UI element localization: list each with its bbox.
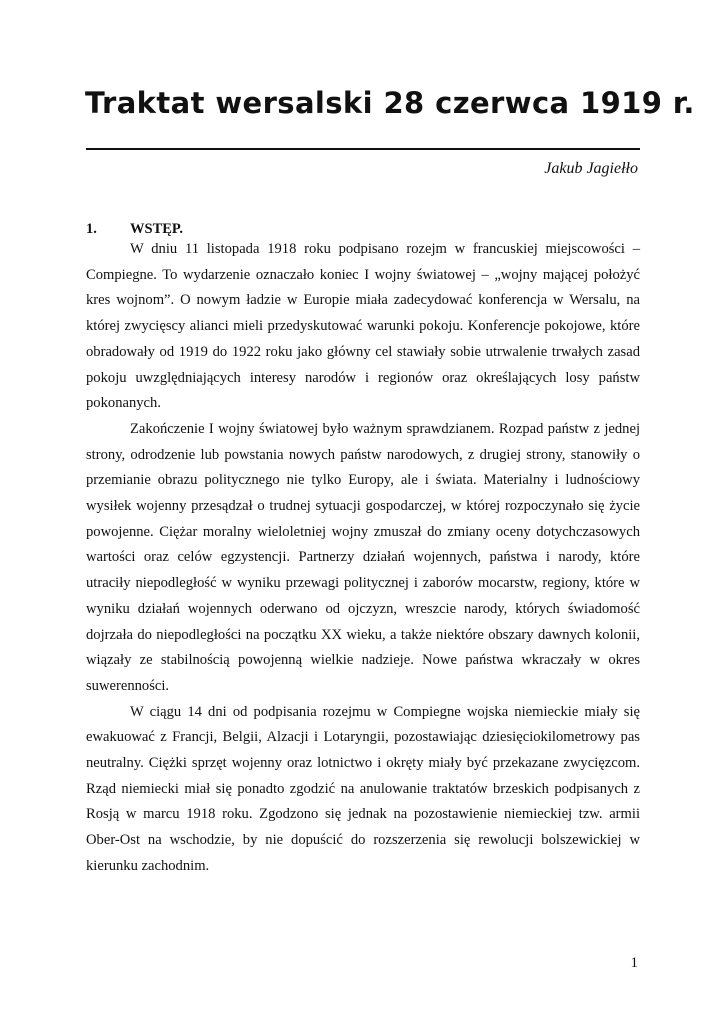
- section-title: WSTĘP.: [130, 221, 184, 237]
- paragraph: Zakończenie I wojny światowej było ważnym sprawdzianem. Rozpad państw z jednej strony, odrodzenie lub powstania nowych państw narodowych, z drugiej strony, stanowiły o przemianie obrazu politycznego nie tylko Europy, ale i świata. Materialny i ludnościowy wysiłek wojenny przesądzał o trudnej sytuacji gospodarczej, w której rozpoczynało się życie powojenne. Ciężar moralny wieloletniej wojny zmuszał do zmiany oceny dotychczasowych wartości oraz celów egzystencji. Partnerzy działań wojennych, państwa i narody, które utraciły niepodległość w wyniku przewagi politycznej i zaborów mocarstw, regiony, które w wyniku działań wojennych oderwano od ojczyzn, wreszcie narody, których świadomość dojrzała do niepodległości na początku XX wieku, a także niektóre obszary dawnych kolonii, wiązały ze stabilnością powojenną wielkie nadzieje. Nowe państwa wkraczały w okres suwerenności.: [86, 420, 640, 694]
- paragraph: W dniu 11 listopada 1918 roku podpisano rozejm w francuskiej miejscowości – Compiegne. To wydarzenie oznaczało koniec I wojny światowej – „wojny mającej położyć kres wojnom”. O nowym ładzie w Europie miała zadecydować konferencja w Wersalu, na której zwycięscy alianci mieli przedyskutować warunki pokoju. Konferencje pokojowe, które obradowały od 1919 do 1922 roku jako główny cel stawiały sobie utrwalenie trwałych zasad pokoju uwzględniających interesy narodów i regionów oraz określających losy państw pokonanych.: [86, 241, 640, 412]
- section-number: 1.: [86, 221, 97, 237]
- body-text: [86, 237, 640, 880]
- page-number: 1: [630, 955, 638, 971]
- document-title: Traktat wersalski 28 czerwca 1919 r.: [85, 86, 695, 120]
- paragraph: W ciągu 14 dni od podpisania rozejmu w Compiegne wojska niemieckie miały się ewakuować z Francji, Belgii, Alzacji i Lotaryngii, pozostawiając dziesięciokilometrowy pas neutralny. Ciężki sprzęt wojenny oraz lotnictwo i okręty miały być przekazane zwycięzcom. Rząd niemiecki miał się ponadto zgodzić na anulowanie traktatów brzeskich podpisanych z Rosją w marcu 1918 roku. Zgodzono się jednak na pozostawienie niemieckiej tzw. armii Ober-Ost na wschodzie, by nie dopuścić do rozszerzenia się rewolucji bolszewickiej w kierunku zachodnim.: [86, 703, 640, 874]
- author-name: Jakub Jagiełło: [544, 160, 638, 177]
- section-heading: [86, 221, 183, 238]
- title-divider: [86, 148, 640, 150]
